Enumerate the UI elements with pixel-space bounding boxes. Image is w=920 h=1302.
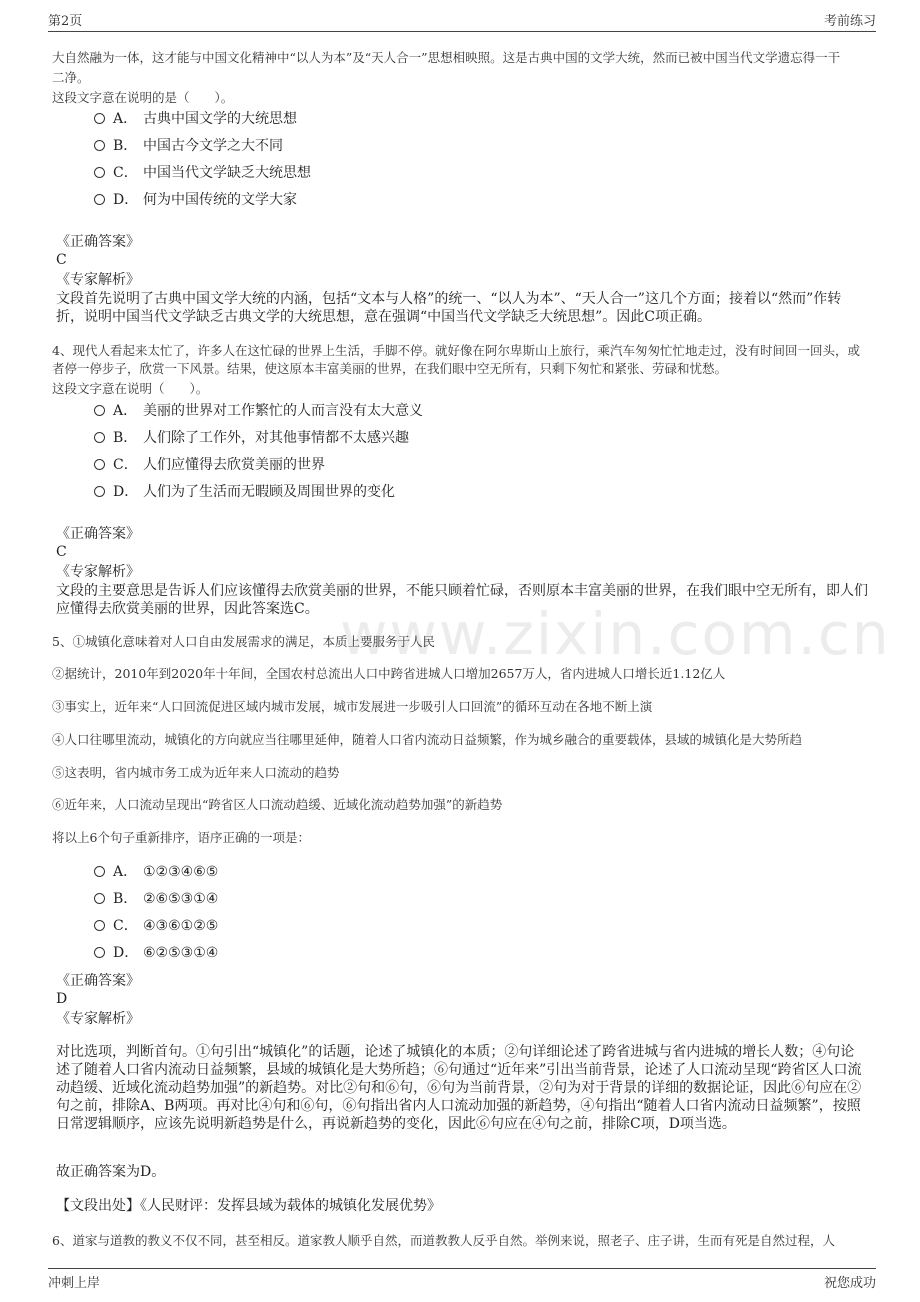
q5-answer: D <box>56 991 68 1007</box>
q5-conclusion: 故正确答案为D。 <box>56 1164 166 1180</box>
q5-sentence-4: ④人口往哪里流动，城镇化的方向就应当往哪里延伸，随着人口省内流动日益频繁，作为城乡融合的重要载体，县域的城镇化是大势所趋 <box>52 732 803 747</box>
q4-option-b[interactable]: B． 人们除了工作外，对其他事情都不太感兴趣 <box>94 427 409 449</box>
q4-option-d[interactable]: D． 人们为了生活而无暇顾及周围世界的变化 <box>94 481 395 503</box>
radio-icon[interactable] <box>94 920 105 931</box>
footer-divider <box>48 1268 876 1269</box>
q5-analysis-label: 《专家解析》 <box>56 1011 140 1027</box>
q4-option-a[interactable]: A． 美丽的世界对工作繁忙的人而言没有太大意义 <box>94 400 423 422</box>
q3-analysis: 文段首先说明了古典中国文学大统的内涵，包括“文本与人格”的统一、“以人为本”、“天人合一”这几个方面；接着以“然而”作转折，说明中国当代文学缺乏古典文学的大统思想，意在强调“中国当代文学缺乏大统思想”。因此C项正确。 <box>56 291 842 325</box>
q3-option-b[interactable]: B． 中国古今文学之大不同 <box>94 135 283 157</box>
q5-option-d[interactable]: D． ⑥②⑤③①④ <box>94 942 218 964</box>
radio-icon[interactable] <box>94 140 105 151</box>
q4-option-c[interactable]: C． 人们应懂得去欣赏美丽的世界 <box>94 454 325 476</box>
radio-icon[interactable] <box>94 866 105 877</box>
header-title: 考前练习 <box>823 14 876 29</box>
q4-answer-label: 《正确答案》 <box>56 526 140 542</box>
page-footer <box>48 1272 876 1292</box>
q5-answer-label: 《正确答案》 <box>56 973 140 989</box>
q5-prompt: 将以上6个句子重新排序，语序正确的一项是： <box>52 830 310 845</box>
radio-icon[interactable] <box>94 194 105 205</box>
q3-option-c[interactable]: C． 中国当代文学缺乏大统思想 <box>94 162 311 184</box>
radio-icon[interactable] <box>94 459 105 470</box>
q5-sentence-2: ②据统计，2010年到2020年十年间，全国农村总流出人口中跨省进城人口增加2657万人，省内进城人口增长近1.12亿人 <box>52 666 726 681</box>
q3-answer: C <box>56 252 67 268</box>
radio-icon[interactable] <box>94 893 105 904</box>
q4-stem: 4、现代人看起来太忙了，许多人在这忙碌的世界上生活，手脚不停。就好像在阿尔卑斯山上旅行，乘汽车匆匆忙忙地走过，没有时间回一回头，或者停一停步子，欣赏一下风景。结果，使这原本丰富美丽的世界，在我们眼中空无所有，只剩下匆忙和紧张、劳碌和忧愁。 <box>52 343 860 376</box>
header-divider <box>48 31 876 32</box>
radio-icon[interactable] <box>94 486 105 497</box>
q3-prompt: 这段文字意在说明的是（ ）。 <box>52 90 234 105</box>
q4-answer: C <box>56 544 67 560</box>
q5-option-c[interactable]: C． ④③⑥①②⑤ <box>94 915 218 937</box>
radio-icon[interactable] <box>94 947 105 958</box>
footer-right-text: 祝您成功 <box>823 1276 876 1291</box>
radio-icon[interactable] <box>94 167 105 178</box>
q5-sentence-6: ⑥近年来，人口流动呈现出“跨省区人口流动趋缓、近域化流动趋势加强”的新趋势 <box>52 797 503 812</box>
q5-option-a[interactable]: A． ①②③④⑥⑤ <box>94 861 218 883</box>
q3-option-a[interactable]: A． 古典中国文学的大统思想 <box>94 108 297 130</box>
q3-passage-line2: 二净。 <box>52 70 90 85</box>
q3-analysis-label: 《专家解析》 <box>56 272 140 288</box>
radio-icon[interactable] <box>94 405 105 416</box>
radio-icon[interactable] <box>94 432 105 443</box>
q3-answer-label: 《正确答案》 <box>56 234 140 250</box>
q3-option-d[interactable]: D． 何为中国传统的文学大家 <box>94 189 297 211</box>
q5-sentence-3: ③事实上，近年来“人口回流促进区域内城市发展，城市发展进一步吸引人口回流”的循环互动在各地不断上演 <box>52 699 653 714</box>
page-header <box>48 10 876 30</box>
q5-option-b[interactable]: B． ②⑥⑤③①④ <box>94 888 218 910</box>
q6-stem: 6、道家与道教的教义不仅不同，甚至相反。道家教人顺乎自然，而道教教人反乎自然。举例来说，照老子、庄子讲，生而有死是自然过程，人 <box>52 1233 835 1248</box>
page-number: 第2页 <box>48 14 83 29</box>
q5-sentence-5: ⑤这表明，省内城市务工成为近年来人口流动的趋势 <box>52 765 340 780</box>
q5-analysis: 对比选项，判断首句。①句引出“城镇化”的话题，论述了城镇化的本质；②句详细论述了跨省进城与省内进城的增长人数；④句论述了随着人口省内流动日益频繁，县域的城镇化是大势所趋；⑥句通过“近年来”引出当前背景，论述了人口流动呈现“跨省区人口流动趋缓、近域化流动趋势加强”的新趋势。对比②句和⑥句，⑥句为当前背景，②句为对于背景的详细的数据论证，因此⑥句应在②句之前，排除A、B两项。再对比④句和⑥句，⑥句指出省内人口流动加强的新趋势，④句指出“随着人口省内流动日益频繁”，按照日常逻辑顺序，应该先说明新趋势是什么，再说新趋势的变化，因此⑥句应在④句之前，排除C项，D项当选。 <box>56 1044 862 1132</box>
q4-analysis-label: 《专家解析》 <box>56 564 140 580</box>
q4-prompt: 这段文字意在说明（ ）。 <box>52 381 209 396</box>
q4-analysis: 文段的主要意思是告诉人们应该懂得去欣赏美丽的世界，不能只顾着忙碌，否则原本丰富美丽的世界，在我们眼中空无所有，即人们应懂得去欣赏美丽的世界，因此答案选C。 <box>56 583 868 617</box>
footer-left-text: 冲刺上岸 <box>48 1276 101 1291</box>
q5-source: 【文段出处】《人民财评：发挥县域为载体的城镇化发展优势》 <box>56 1198 441 1214</box>
q3-passage-line1: 大自然融为一体，这才能与中国文化精神中“以人为本”及“天人合一”思想相映照。这是古典中国的文学大统，然而已被中国当代文学遗忘得一干 <box>52 50 841 65</box>
q5-sentence-1: 5、①城镇化意味着对人口自由发展需求的满足，本质上要服务于人民 <box>52 634 435 649</box>
radio-icon[interactable] <box>94 113 105 124</box>
watermark: www.zixin.com.cn <box>340 600 891 668</box>
